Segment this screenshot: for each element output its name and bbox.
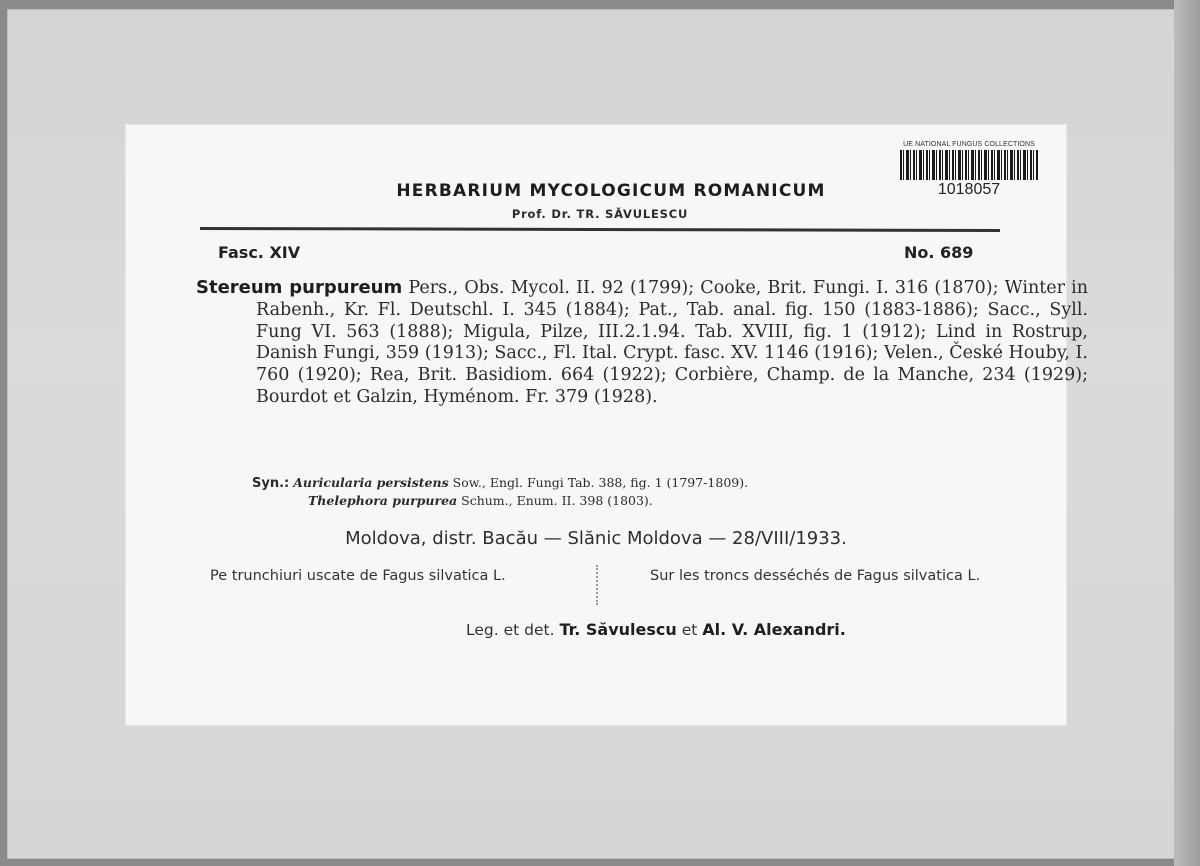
synonyms-label: Syn.:	[252, 476, 290, 491]
herbarium-title: HERBARIUM MYCOLOGICUM ROMANICUM	[396, 181, 826, 201]
species-citation: Pers., Obs. Mycol. II. 92 (1799); Cooke, Brit. Fungi. I. 316 (1870); Winter in Rabenh., Kr. Fl. Deutschl. I. 345 (1884); Pat., Tab. anal. fig. 150 (1883-1886); Sacc., Syll. Fung VI. 563 (1888); Migula, Pilze, III.2.1.94. Tab. XVIII, fig. 1 (1912); Lind in Rostrup, Danish Fungi, 359 (1913); Sacc., Fl. Ital. Crypt. fasc. XV. 1146 (1916); Velen., České Houby, I. 760 (1920); Rea, Brit. Basidiom. 664 (1922); Corbière, Champ. de la Manche, 234 (1929); Bourdot et Galzin, Hyménom. Fr. 379 (1928).	[256, 278, 1088, 407]
specimen-label	[126, 125, 1088, 725]
synonym-line	[252, 492, 992, 509]
title-rule	[200, 227, 1000, 232]
synonyms	[252, 474, 992, 509]
specimen-number: No. 689	[904, 243, 974, 262]
synonym-name: Thelephora purpurea	[308, 493, 458, 508]
synonym-line	[252, 474, 992, 492]
species-name: Stereum purpureum	[196, 277, 403, 298]
barcode-caption: UE NATIONAL FUNGUS COLLECTIONS	[903, 141, 1035, 148]
collectors	[466, 620, 846, 639]
collector-name: Tr. Săvulescu	[559, 620, 677, 639]
sheet-edge	[1174, 0, 1200, 866]
locality: Moldova, distr. Bacău — Slănic Moldova — 28/VIII/1933.	[345, 528, 847, 549]
herbarium-subtitle: Prof. Dr. TR. SĂVULESCU	[511, 207, 689, 221]
synonym-citation: Sow., Engl. Fungi Tab. 388, fig. 1 (1797-1809).	[452, 475, 749, 490]
column-divider	[596, 565, 600, 605]
collectors-prefix: Leg. et det.	[466, 621, 555, 639]
barcode-number: 1018057	[937, 181, 1001, 198]
barcode-icon	[900, 150, 1038, 180]
synonym-citation: Schum., Enum. II. 398 (1803).	[461, 493, 653, 508]
species-description	[196, 277, 1088, 409]
collectors-conjunction: et	[681, 621, 698, 639]
fascicle-number: Fasc. XIV	[218, 243, 301, 262]
habitat-romanian: Pe trunchiuri uscate de Fagus silvatica L.	[210, 568, 506, 584]
synonym-name: Auricularia persistens	[293, 475, 449, 490]
habitat-french: Sur les troncs desséchés de Fagus silvatica L.	[650, 568, 981, 584]
collector-name: Al. V. Alexandri.	[702, 620, 846, 639]
